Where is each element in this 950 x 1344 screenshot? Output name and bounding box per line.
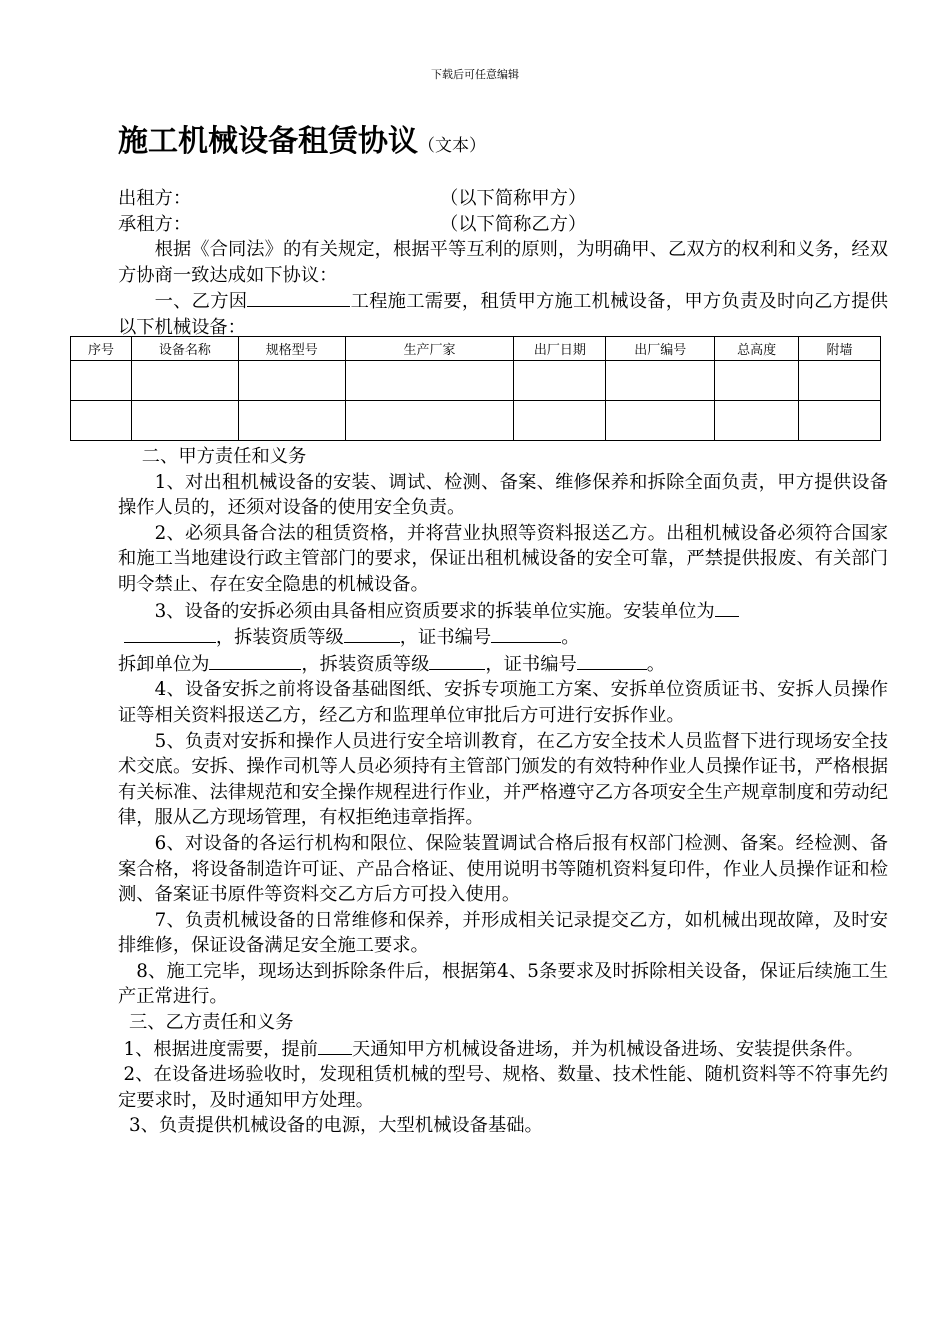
col-header: 附墙 [799, 337, 881, 361]
lessor-note: （以下简称甲方） [440, 188, 587, 209]
equipment-table [70, 336, 881, 441]
dismantle-line [118, 651, 888, 678]
s2-item-3-text: ，拆装资质等级 [301, 653, 430, 675]
section-3-title: 三、乙方责任和义务 [128, 1012, 294, 1034]
table-cell [238, 361, 345, 401]
s2-item-3-text: 。 [561, 627, 580, 649]
dismantle-grade-blank [429, 651, 485, 670]
col-header: 序号 [71, 337, 132, 361]
document-title [118, 116, 486, 160]
table-row [71, 361, 881, 401]
lessee-label: 承租方： [118, 213, 192, 235]
title-sub: （文本） [418, 136, 486, 156]
table-cell [131, 361, 238, 401]
lessor-line [118, 186, 888, 212]
s2-item-3-text: 拆卸单位为 [118, 653, 210, 675]
col-header: 出厂日期 [514, 337, 606, 361]
table-cell [606, 361, 715, 401]
install-unit-blank [124, 624, 216, 643]
dismantle-unit-blank [209, 651, 301, 670]
col-header: 规格型号 [238, 337, 345, 361]
table-header-row [71, 337, 881, 361]
s2-item-3-text: ，证书编号 [399, 627, 492, 649]
table-cell [131, 401, 238, 441]
table-cell [799, 361, 881, 401]
table-cell [514, 361, 606, 401]
install-grade-blank [344, 624, 400, 643]
table-cell [345, 361, 514, 401]
table-cell [71, 401, 132, 441]
dismantle-cert-blank [577, 651, 647, 670]
table-cell [715, 401, 799, 441]
blank [715, 598, 739, 617]
project-name-blank [247, 288, 350, 307]
s2-item-2: 2、必须具备合法的租赁资格，并将营业执照等资料报送乙方。出租机械设备必须符合国家和施工当地建设行政主管部门的要求，保证出租机械设备的安全可靠，严禁提供报废、有关部门明令禁止、存在安全隐患的机械设备。 [118, 522, 888, 595]
s2-item-3-text: 3、设备的安拆必须由具备相应资质要求的拆装单位实施。安装单位为 [154, 600, 715, 622]
lessor-label: 出租方： [118, 188, 192, 209]
title-main: 施工机械设备租赁协议 [118, 124, 418, 159]
lessee-note: （以下简称乙方） [440, 213, 587, 235]
s2-item-1: 1、对出租机械设备的安装、调试、检测、备案、维修保养和拆除全面负责，甲方提供设备操作人员的，还须对设备的使用安全负责。 [118, 471, 888, 519]
s3-item-1-after: 天通知甲方机械设备进场，并为机械设备进场、安装提供条件。 [351, 1038, 864, 1060]
s2-item-3-text: ，拆装资质等级 [215, 627, 344, 649]
table-cell [71, 361, 132, 401]
lessee-line [118, 212, 888, 238]
notice-days-blank [318, 1036, 352, 1055]
s2-item-3 [118, 598, 888, 651]
s2-item-4: 4、设备安拆之前将设备基础图纸、安拆专项施工方案、安拆单位资质证书、安拆人员操作证等相关资料报送乙方，经乙方和监理单位审批后方可进行安拆作业。 [118, 679, 888, 726]
s3-item-1-before: 1、根据进度需要，提前 [123, 1038, 318, 1060]
s2-item-6: 6、对设备的各运行机构和限位、保险装置调试合格后报有权部门检测、备案。经检测、备案合格，将设备制造许可证、产品合格证、使用说明书等随机资料复印件，作业人员操作证和检测、备案证书原件等资料交乙方后方可投入使用。 [118, 832, 888, 906]
s2-item-3-text: ，证书编号 [485, 653, 577, 675]
s2-item-8: 8、施工完毕，现场达到拆除条件后，根据第4、5条要求及时拆除相关设备，保证后续施工生产正常进行。 [118, 960, 888, 1008]
table-cell [799, 401, 881, 441]
table-row [71, 401, 881, 441]
col-header: 设备名称 [131, 337, 238, 361]
install-cert-blank [491, 624, 561, 643]
clause-1-before: 一、乙方因 [154, 291, 248, 313]
table-cell [715, 361, 799, 401]
clause-1-after: 工程施工需要，租赁甲方施工机械设备，甲方负责及时向乙方提供以下机械设备： [118, 291, 889, 338]
table-cell [238, 401, 345, 441]
intro-paragraph: 根据《合同法》的有关规定，根据平等互利的原则，为明确甲、乙双方的权利和义务，经双方协商一致达成如下协议： [118, 239, 888, 286]
col-header: 出厂编号 [606, 337, 715, 361]
section-2-title: 二、甲方责任和义务 [141, 446, 307, 467]
s2-item-3-text: 。 [646, 653, 666, 675]
header-note: 下载后可任意编辑 [431, 68, 519, 81]
s3-item-3: 3、负责提供机械设备的电源，大型机械设备基础。 [128, 1115, 543, 1137]
col-header: 生产厂家 [345, 337, 514, 361]
intro-section [118, 186, 888, 341]
s2-item-7: 7、负责机械设备的日常维修和保养，并形成相关记录提交乙方，如机械出现故障，及时安排维修，保证设备满足安全施工要求。 [118, 909, 888, 957]
table-cell [345, 401, 514, 441]
body-section [118, 444, 888, 1139]
s3-item-1 [118, 1036, 888, 1063]
s3-item-2: 2、在设备进场验收时，发现租赁机械的型号、规格、数量、技术性能、随机资料等不符事先约定要求时，及时通知甲方处理。 [118, 1064, 888, 1111]
s2-item-5: 5、负责对安拆和操作人员进行安全培训教育，在乙方安全技术人员监督下进行现场安全技术交底。安拆、操作司机等人员必须持有主管部门颁发的有效特种作业人员操作证书，严格根据有关标准、法律规范和安全操作规程进行作业，并严格遵守乙方各项安全生产规章制度和劳动纪律，服从乙方现场管理，有权拒绝违章指挥。 [118, 730, 888, 829]
col-header: 总高度 [715, 337, 799, 361]
clause-1 [118, 288, 888, 340]
table-cell [606, 401, 715, 441]
table-cell [514, 401, 606, 441]
